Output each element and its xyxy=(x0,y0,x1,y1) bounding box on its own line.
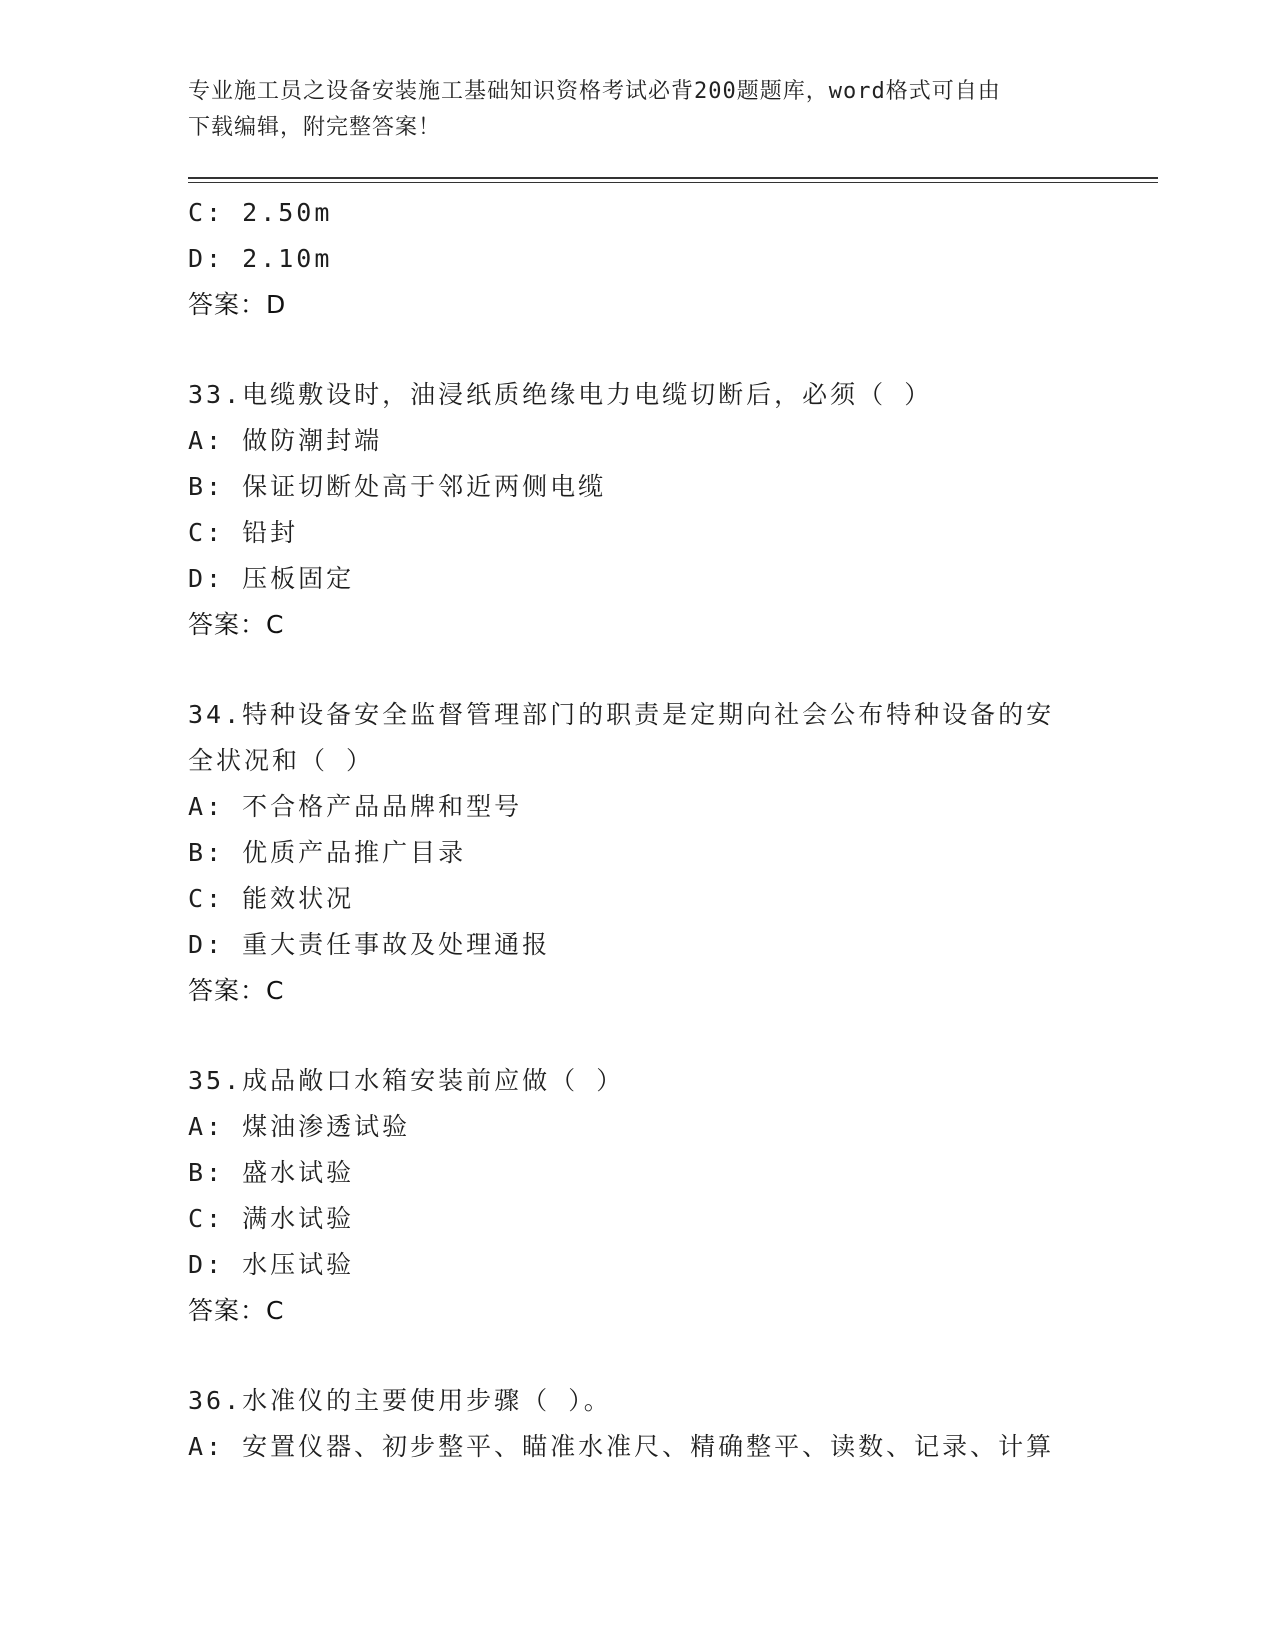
option-d: D: 2.10m xyxy=(188,244,333,273)
question-text: 35.成品敞口水箱安装前应做（ ） xyxy=(188,1066,625,1095)
option-c: C: 铅封 xyxy=(188,518,299,547)
header-divider-top xyxy=(188,177,1158,179)
option-d: D: 水压试验 xyxy=(188,1250,355,1279)
question-list xyxy=(188,190,1088,1470)
document-header xyxy=(188,74,1078,146)
option-d: D: 重大责任事故及处理通报 xyxy=(188,930,551,959)
option-b: B: 优质产品推广目录 xyxy=(188,838,467,867)
option-a: A: 不合格产品品牌和型号 xyxy=(188,792,523,821)
option-a: A: 煤油渗透试验 xyxy=(188,1112,411,1141)
option-d: D: 压板固定 xyxy=(188,564,355,593)
question-block-36 xyxy=(188,1378,1088,1470)
question-text: 33.电缆敷设时，油浸纸质绝缘电力电缆切断后，必须（ ） xyxy=(188,380,933,409)
question-text-line-2: 全状况和（ ） xyxy=(188,746,375,775)
header-line-2: 下载编辑，附完整答案！ xyxy=(188,115,442,140)
answer-line: 答案：C xyxy=(188,610,285,639)
option-a: A: 安置仪器、初步整平、瞄准水准尺、精确整平、读数、记录、计算 xyxy=(188,1432,1055,1461)
header-divider-bottom xyxy=(188,182,1158,183)
option-a: A: 做防潮封端 xyxy=(188,426,383,455)
answer-line: 答案：C xyxy=(188,1296,285,1325)
header-line-1: 专业施工员之设备安装施工基础知识资格考试必背200题题库，word格式可自由 xyxy=(188,79,1001,104)
question-block-35 xyxy=(188,1058,1088,1334)
option-c: C: 2.50m xyxy=(188,198,333,227)
question-block-previous xyxy=(188,190,1088,328)
option-c: C: 满水试验 xyxy=(188,1204,355,1233)
option-b: B: 盛水试验 xyxy=(188,1158,355,1187)
question-block-33 xyxy=(188,372,1088,648)
option-b: B: 保证切断处高于邻近两侧电缆 xyxy=(188,472,607,501)
question-text-line-1: 34.特种设备安全监督管理部门的职责是定期向社会公布特种设备的安 xyxy=(188,700,1055,729)
question-block-34 xyxy=(188,692,1088,1014)
option-c: C: 能效状况 xyxy=(188,884,355,913)
answer-line: 答案：D xyxy=(188,290,287,319)
answer-line: 答案：C xyxy=(188,976,285,1005)
question-text: 36.水准仪的主要使用步骤（ ）。 xyxy=(188,1386,612,1415)
